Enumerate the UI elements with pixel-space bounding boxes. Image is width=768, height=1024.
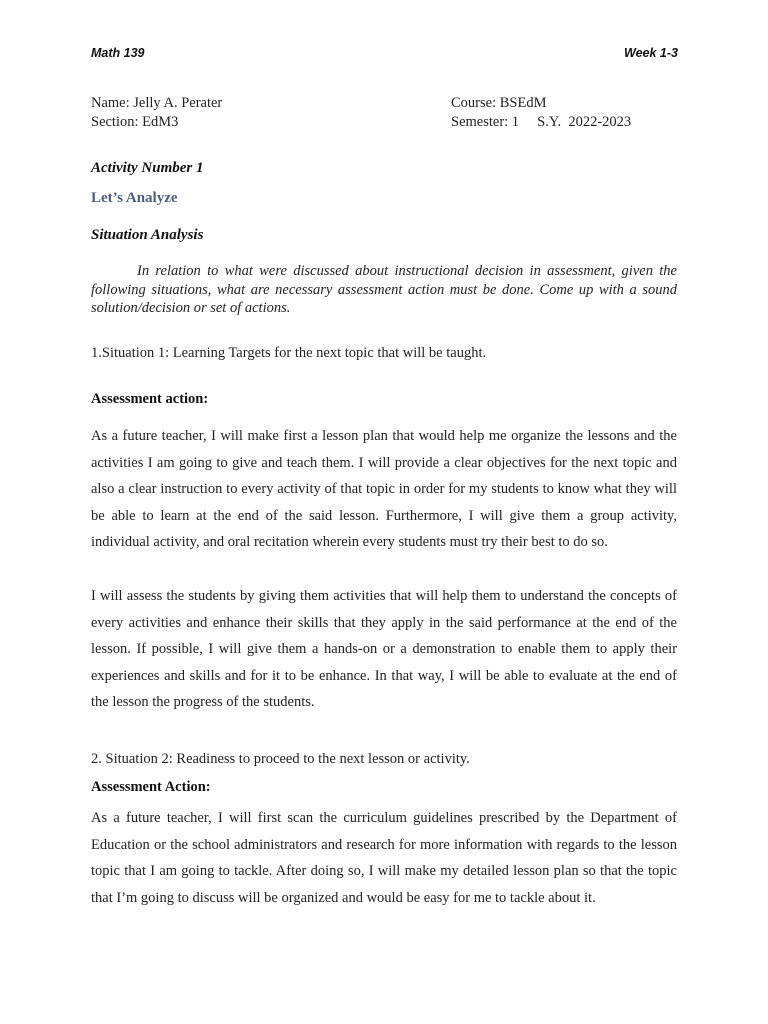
situation-1-action-label: Assessment action: [91, 391, 209, 407]
situation-2-action-label: Assessment Action: [91, 779, 211, 795]
student-semester: Semester: 1 S.Y. 2022-2023 [451, 114, 632, 130]
student-course: Course: BSEdM [451, 95, 547, 111]
student-info-left [91, 94, 222, 132]
situation-2-paragraph-1: As a future teacher, I will first scan the curriculum guidelines prescribed by the Department of Education or the school administrators and research for more information with regards to the lesson topic that I am going to tackle. After doing so, I will make my detailed lesson plan so that the topic that I’m going to discuss will be organized and would be easy for me to tackle about it. [91, 810, 677, 906]
situation-2-title: 2. Situation 2: Readiness to proceed to the next lesson or activity. [91, 751, 470, 767]
student-info-right [451, 94, 631, 132]
situation-1-paragraph-1: As a future teacher, I will make first a lesson plan that would help me organize the lessons and the activities I am going to give and teach them. I will provide a clear objectives for the next topic and also a clear instruction to every activity of that topic in order for my students to know what they will be able to learn at the end of the said lesson. Furthermore, I will give them a group activity, individual activity, and oral recitation wherein every students must try their best to do so. [91, 428, 677, 550]
activity-subtitle: Let’s Analyze [91, 190, 178, 206]
section-heading: Situation Analysis [91, 227, 204, 243]
header-course-code: Math 139 [91, 46, 145, 60]
situation-1-title: 1.Situation 1: Learning Targets for the next topic that will be taught. [91, 345, 487, 361]
activity-number: Activity Number 1 [91, 160, 204, 176]
intro-paragraph: In relation to what were discussed about instructional decision in assessment, given the following situations, what are necessary assessment action must be done. Come up with a sound solution/decision or set of actions. [91, 263, 677, 316]
situation-1-paragraph-2: I will assess the students by giving them activities that will help them to understand the concepts of every activities and enhance their skills that they apply in the said performance at the end of the lesson. If possible, I will give them a hands-on or a demonstration to enable them to apply their experiences and skills and for it to be enhance. In that way, I will be able to evaluate at the end of the lesson the progress of the students. [91, 588, 677, 710]
header-week: Week 1-3 [624, 46, 678, 60]
student-name: Name: Jelly A. Perater [91, 95, 223, 111]
student-section: Section: EdM3 [91, 114, 179, 130]
